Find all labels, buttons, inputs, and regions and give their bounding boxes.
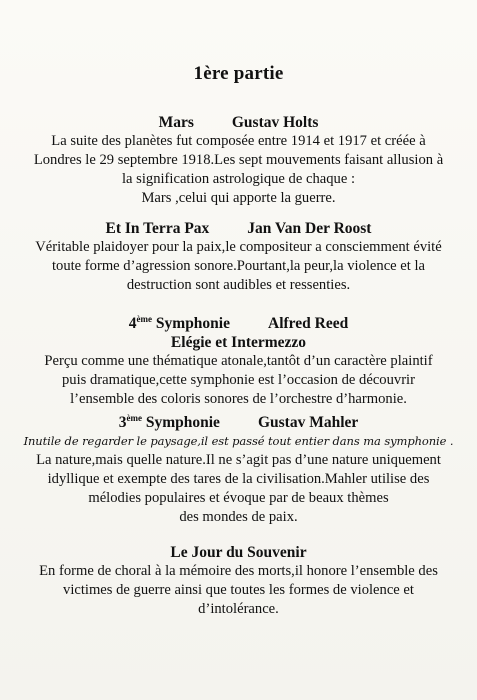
description-line: des mondes de paix. <box>179 509 298 525</box>
description-line: Véritable plaidoyer pour la paix,le compositeur a consciemment évité <box>35 239 442 255</box>
description-line: mélodies populaires et évoque par de beaux thèmes <box>88 490 389 506</box>
piece-title: Le Jour du Souvenir <box>170 544 307 561</box>
composer-name: Jan Van Der Roost <box>247 220 372 237</box>
description-line: toute forme d’agression sonore.Pourtant,la peur,la violence et la <box>51 258 426 274</box>
composer-name: Gustav Holts <box>231 114 319 131</box>
composer-name: Alfred Reed <box>268 315 349 332</box>
description-line: puis dramatique,cette symphonie est l’occasion de découvrir <box>62 372 415 388</box>
description-line: Mars ,celui qui apporte la guerre. <box>141 190 336 206</box>
description-line: La nature,mais quelle nature.Il ne s’agit pas d’une nature uniquement <box>36 452 441 468</box>
description-line: destruction sont audibles et ressenties. <box>126 277 351 293</box>
piece-title-number: 3 <box>118 414 127 431</box>
piece-title-ordinal: ème <box>136 314 153 324</box>
description-line: l’ensemble des coloris sonores de l’orchestre d’harmonie. <box>70 391 407 407</box>
program-item-heading <box>0 314 477 333</box>
program-item-heading <box>0 113 477 132</box>
description-line: En forme de choral à la mémoire des morts,il honore l’ensemble des <box>39 563 438 579</box>
piece-title-number: 4 <box>128 315 137 332</box>
piece-title-rest: Symphonie <box>152 315 230 332</box>
program-item-mars <box>0 113 477 208</box>
piece-title-rest: Symphonie <box>141 414 220 431</box>
piece-title-ordinal: ème <box>126 413 142 423</box>
program-item-heading <box>0 219 477 238</box>
program-item-jour-du-souvenir <box>0 543 477 619</box>
composer-quote: Inutile de regarder le paysage,il est passé tout entier dans ma symphonie . <box>23 434 454 448</box>
piece-title <box>129 315 230 332</box>
program-item-3rd-symphony <box>0 413 477 527</box>
piece-title <box>119 414 220 431</box>
composer-name: Gustav Mahler <box>257 414 359 431</box>
program-item-4th-symphony <box>0 314 477 409</box>
program-item-heading <box>0 413 477 432</box>
piece-title: Mars <box>158 114 194 131</box>
program-item-et-in-terra-pax <box>0 219 477 295</box>
description-line: victimes de guerre ainsi que toutes les formes de violence et <box>63 582 414 598</box>
piece-title: Et In Terra Pax <box>105 220 210 237</box>
description-line: d’intolérance. <box>198 601 279 617</box>
description-line: idyllique et exempte des tares de la civilisation.Mahler utilise des <box>47 471 430 487</box>
page-title: 1ère partie <box>193 63 284 84</box>
description-line: Perçu comme une thématique atonale,tantôt d’un caractère plaintif <box>44 353 433 369</box>
piece-subtitle: Elégie et Intermezzo <box>170 334 307 351</box>
description-line: la signification astrologique de chaque : <box>121 171 356 187</box>
description-line: La suite des planètes fut composée entre 1914 et 1917 et créée à <box>51 133 426 149</box>
description-line: Londres le 29 septembre 1918.Les sept mouvements faisant allusion à <box>33 152 444 168</box>
